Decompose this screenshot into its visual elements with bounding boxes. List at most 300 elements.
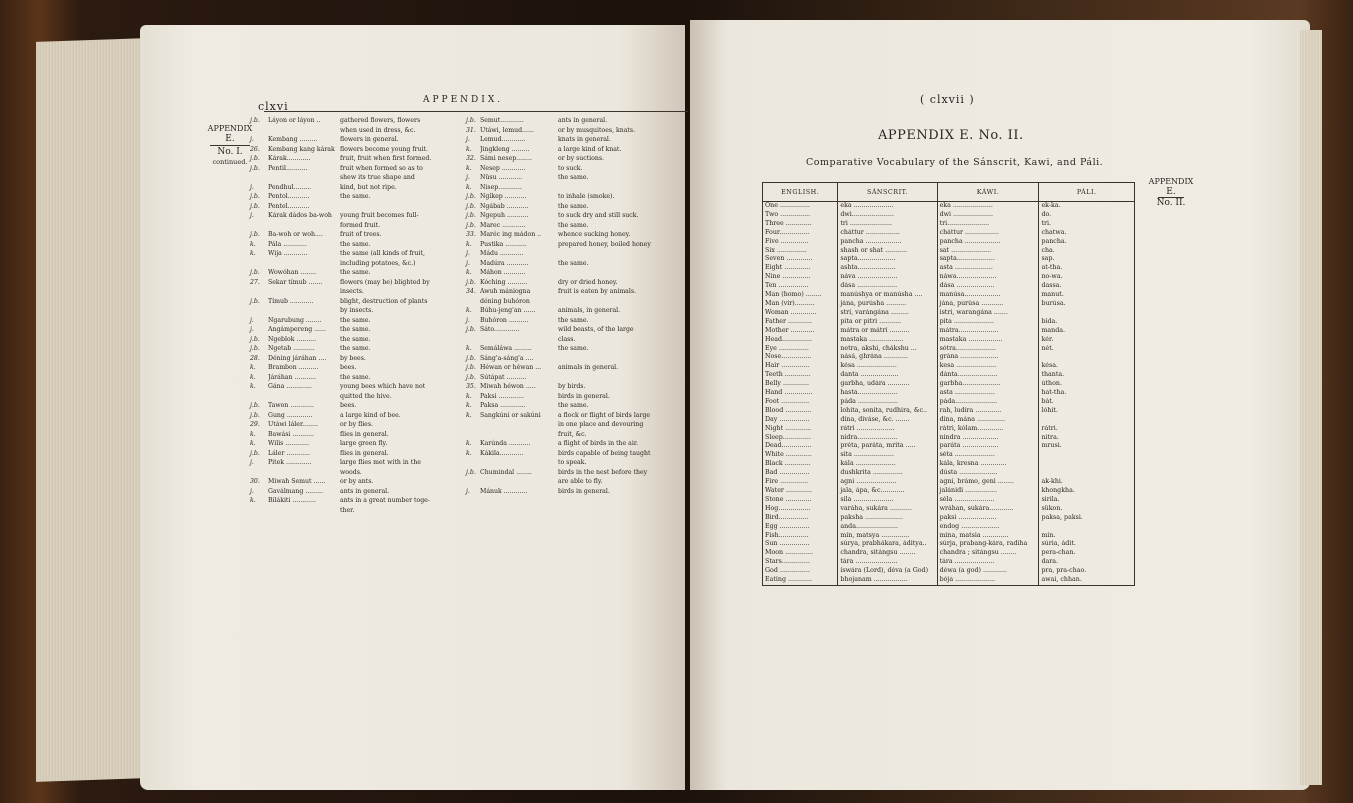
entry-tag: k. — [250, 373, 256, 381]
entry-tag: j.b. — [466, 373, 476, 381]
entry-row — [466, 468, 676, 477]
cell-pali: pancha. — [1039, 238, 1135, 247]
entry-term: Maréc ing mádon .. — [480, 231, 542, 238]
cell-sanscrit: jala, ápa, &c............ — [838, 487, 937, 496]
cell-kawi: súrja, prabang-kára, radiha — [937, 540, 1039, 549]
entry-term: Kóching .......... — [480, 278, 528, 286]
entry-tag: j. — [250, 212, 254, 219]
entry-tag: j.b. — [250, 164, 260, 172]
entry-row — [250, 278, 456, 287]
entry-tag: k. — [250, 497, 256, 504]
entry-row — [466, 335, 676, 344]
entry-term: Nüsu ............ — [480, 174, 523, 181]
entry-row — [466, 221, 676, 230]
cell-kawi: sótra.................... — [937, 345, 1039, 354]
cell-pali: lóhit. — [1039, 407, 1135, 416]
entry-gloss: a large kind of bee. — [340, 411, 401, 419]
entry-row — [466, 344, 676, 353]
entry-term: Járáhan ........... — [268, 373, 317, 381]
entry-tag: j.b. — [466, 212, 476, 219]
entry-row — [466, 116, 676, 125]
right-page-number: ( clxvii ) — [920, 93, 975, 106]
cell-pali: awai, chhan. — [1039, 576, 1135, 585]
cell-english: Head............... — [763, 336, 838, 345]
entry-row — [250, 458, 456, 467]
cell-sanscrit: ashta................... — [838, 264, 937, 273]
entry-row — [466, 316, 676, 325]
entry-tag: j.b. — [250, 297, 260, 305]
cell-sanscrit: mín, matsya .............. — [838, 532, 937, 541]
entry-gloss: in one place and devouring — [558, 421, 644, 428]
cell-kawi: paráta .................. — [937, 442, 1039, 451]
entry-tag: j.b. — [466, 117, 476, 124]
table-row — [763, 255, 1135, 264]
entry-gloss: fruit, &c. — [558, 430, 587, 438]
cell-sanscrit: danta ................... — [838, 371, 937, 380]
entry-term: Wija ............ — [268, 250, 308, 257]
cell-pali: dassa. — [1039, 282, 1135, 291]
entry-row — [250, 401, 456, 410]
entry-gloss: the same. — [558, 259, 589, 267]
entry-tag: j.b. — [250, 155, 260, 162]
entry-tag: j. — [250, 136, 254, 143]
cell-sanscrit: préta, paráta, mrita ..... — [838, 442, 937, 451]
cell-english: Seven ............. — [763, 255, 838, 264]
cell-sanscrit: shash or shat ........... — [838, 247, 937, 256]
entry-term: Kárak............ — [268, 155, 311, 162]
cell-english: Night ............. — [763, 425, 838, 434]
entry-tag: k. — [466, 449, 472, 457]
entry-row — [250, 221, 456, 230]
cell-english: Hair .............. — [763, 362, 838, 371]
cell-sanscrit: páda .................... — [838, 398, 937, 407]
cell-kawi: kála, kresna ............. — [937, 460, 1039, 469]
cell-english: Fire .............. — [763, 478, 838, 487]
entry-term: Lemud............ — [480, 136, 526, 143]
entry-gloss: the same. — [558, 316, 589, 324]
entry-row — [250, 487, 456, 496]
table-row — [763, 238, 1135, 247]
cell-pali: thanta. — [1039, 371, 1135, 380]
entry-tag: k. — [466, 164, 472, 172]
margin-appendix: APPENDIX — [207, 124, 253, 133]
cell-sanscrit: dása .................... — [838, 282, 937, 291]
entry-row — [466, 135, 676, 144]
entry-gloss: animals in general. — [558, 364, 619, 371]
table-row — [763, 540, 1135, 549]
cell-english: Bad ............... — [763, 469, 838, 478]
entry-row — [250, 449, 456, 458]
table-row — [763, 282, 1135, 291]
entry-tag: j.b. — [466, 364, 476, 371]
cell-kawi: mátra.................... — [937, 327, 1039, 336]
cell-kawi: pita .................... — [937, 318, 1039, 327]
entry-row — [466, 183, 676, 192]
cell-pali: úthon. — [1039, 380, 1135, 389]
cell-sanscrit: tára ..................... — [838, 558, 937, 567]
cell-kawi: tára .................... — [937, 558, 1039, 567]
entry-gloss: a flight of birds in the air. — [558, 440, 639, 447]
margin-letter: E. — [225, 134, 235, 144]
entry-term: Déning járáhan .... — [268, 354, 327, 362]
table-row — [763, 362, 1135, 371]
entry-row — [250, 173, 456, 182]
entry-row — [466, 401, 676, 410]
entry-term: Sangkúni or sakúni — [480, 411, 541, 419]
entry-term: Jingkleng ......... — [480, 145, 530, 153]
entry-row — [466, 259, 676, 268]
table-body — [763, 202, 1135, 586]
table-row — [763, 514, 1135, 523]
entry-gloss: large flies met with in the — [340, 459, 421, 466]
entry-row — [250, 411, 456, 420]
entry-term: Tímub ............ — [268, 297, 314, 305]
cell-sanscrit: sapta................... — [838, 255, 937, 264]
entry-row — [466, 420, 676, 429]
entry-row — [250, 382, 456, 391]
entry-tag: 35. — [466, 383, 476, 390]
cell-pali: pera-chan. — [1039, 549, 1135, 558]
entry-term: Angámpereng ...... — [268, 326, 326, 333]
entry-row — [250, 192, 456, 201]
cell-english: Dead............... — [763, 442, 838, 451]
cell-pali: sükon. — [1039, 505, 1135, 514]
entry-row — [466, 306, 676, 315]
entry-row — [466, 154, 676, 163]
entry-row — [466, 373, 676, 382]
cell-kawi: dása ................... — [937, 282, 1039, 291]
cell-kawi: jalánidi ................ — [937, 487, 1039, 496]
entry-row — [466, 392, 676, 401]
entry-gloss: large green fly. — [340, 440, 388, 447]
entry-row — [466, 173, 676, 182]
entry-gloss: the same. — [558, 174, 589, 181]
left-page-number: clxvi — [258, 100, 289, 113]
cell-english: Sleep.............. — [763, 434, 838, 443]
entry-term: Nisep............ — [480, 183, 522, 191]
entry-term: Brambon .......... — [268, 364, 319, 371]
table-row — [763, 389, 1135, 398]
entry-gloss: the same. — [558, 345, 589, 352]
entry-tag: j.b. — [250, 411, 260, 419]
entry-term: Pentil........... — [268, 164, 308, 172]
table-row — [763, 380, 1135, 389]
cell-english: Bird............... — [763, 514, 838, 523]
entry-tag: j. — [250, 487, 254, 495]
entry-tag: k. — [466, 345, 472, 352]
header-kawi: KÁWI. — [937, 183, 1039, 202]
cell-kawi: paksi ................... — [937, 514, 1039, 523]
cell-kawi: dústa ................... — [937, 469, 1039, 478]
entry-row — [466, 287, 676, 296]
entry-term: Ngeblok .......... — [268, 335, 317, 343]
entry-tag: j.b. — [250, 402, 260, 409]
entry-term: Pála ............ — [268, 240, 307, 248]
entry-row — [250, 468, 456, 477]
entry-term: Paksa ............. — [480, 402, 526, 409]
cell-english: Sun ............... — [763, 540, 838, 549]
entry-tag: 31. — [466, 126, 476, 134]
cell-pali: paksa, paksi. — [1039, 514, 1135, 523]
entry-term: Pitek ............. — [268, 459, 312, 466]
entry-gloss: flowers in general. — [340, 136, 399, 143]
entry-term: Sámi nesep........ — [480, 155, 532, 162]
cell-sanscrit: súrya, prabhákara, áditya.. — [838, 540, 937, 549]
entry-tag: 26. — [250, 145, 260, 153]
table-row — [763, 425, 1135, 434]
cell-english: Three ............. — [763, 220, 838, 229]
cell-kawi: asta .................... — [937, 389, 1039, 398]
entry-term: Pentel........... — [268, 202, 310, 210]
entry-term: Wilis ............ — [268, 440, 309, 447]
entry-row — [250, 116, 456, 125]
entry-row — [466, 325, 676, 334]
entry-gloss: the same. — [340, 193, 371, 200]
cell-sanscrit: pancha .................. — [838, 238, 937, 247]
table-row — [763, 523, 1135, 532]
entry-gloss: young fruit becomes full- — [340, 212, 419, 219]
header-sanscrit: SÁNSCRIT. — [838, 183, 937, 202]
entry-row — [250, 268, 456, 277]
entry-row — [250, 135, 456, 144]
entry-term: Mádu ............ — [480, 250, 524, 257]
cell-english: Six ............... — [763, 247, 838, 256]
cell-kawi: endog ................... — [937, 523, 1039, 532]
cell-pali — [1039, 523, 1135, 532]
entry-gloss: ther. — [340, 506, 355, 514]
cell-pali: mrusi. — [1039, 442, 1135, 451]
entry-tag: j. — [466, 174, 470, 181]
cell-pali: kér. — [1039, 336, 1135, 345]
table-row — [763, 549, 1135, 558]
margin-number: No. I. — [210, 145, 250, 157]
entry-row — [250, 306, 456, 315]
entry-gloss: kind, but not ripe. — [340, 183, 397, 191]
entry-row — [466, 477, 676, 486]
entry-term: Paksi ............. — [480, 392, 525, 400]
entry-gloss: birds in general. — [558, 392, 610, 400]
cell-kawi: wráhan, sukára............ — [937, 505, 1039, 514]
entry-gloss: animals, in general. — [558, 307, 621, 314]
cell-sanscrit: nidra.................... — [838, 434, 937, 443]
cell-sanscrit: garbha, udára ........... — [838, 380, 937, 389]
entry-term: Nesep ............ — [480, 164, 526, 172]
entry-gloss: fruit when formed so as to — [340, 164, 423, 172]
cell-kawi: cháttur ................. — [937, 229, 1039, 238]
cell-english: Woman ............. — [763, 309, 838, 318]
cell-english: Belly ............. — [763, 380, 838, 389]
entry-gloss: to suck. — [558, 164, 583, 172]
entry-term: Marec ............ — [480, 221, 526, 229]
entry-tag: j.b. — [250, 202, 260, 210]
entry-gloss: birds capable of being taught — [558, 449, 651, 457]
cell-kawi: páda..................... — [937, 398, 1039, 407]
entry-row — [250, 249, 456, 258]
entry-gloss: the same. — [340, 326, 371, 333]
table-header-row — [763, 183, 1135, 202]
entry-gloss: or by musquitoes, knats. — [558, 126, 636, 134]
entry-tag: k. — [466, 307, 472, 314]
cell-kawi: séla .................... — [937, 496, 1039, 505]
cell-english: Ten ............... — [763, 282, 838, 291]
cell-english: Two ............... — [763, 211, 838, 220]
entry-gloss: the same. — [558, 221, 589, 229]
entry-tag: j.b. — [250, 345, 260, 352]
cell-english: Four............... — [763, 229, 838, 238]
entry-tag: k. — [250, 250, 256, 257]
entry-row — [466, 363, 676, 372]
header-pali: PÁLI. — [1039, 183, 1135, 202]
cell-kawi: pancha .................. — [937, 238, 1039, 247]
entry-row — [466, 126, 676, 135]
entry-row — [250, 373, 456, 382]
cell-kawi: mína, matsia ............. — [937, 532, 1039, 541]
cell-pali — [1039, 469, 1135, 478]
entry-gloss: flies in general. — [340, 430, 389, 438]
cell-sanscrit: chandra, sitángsu ........ — [838, 549, 937, 558]
entry-tag: j.b. — [250, 117, 260, 124]
cell-pali: rátri. — [1039, 425, 1135, 434]
cell-pali: tri. — [1039, 220, 1135, 229]
cell-kawi: manúsa.................. — [937, 291, 1039, 300]
cell-english: Black ............. — [763, 460, 838, 469]
entry-term: Pustika ........... — [480, 240, 527, 248]
entry-term: Máhon ........... — [480, 269, 526, 276]
entry-row — [466, 268, 676, 277]
table-row — [763, 264, 1135, 273]
entry-tag: k. — [466, 240, 472, 248]
entry-row — [250, 335, 456, 344]
cell-sanscrit: cháttur ................. — [838, 229, 937, 238]
entry-row — [250, 325, 456, 334]
table-row — [763, 318, 1135, 327]
cell-english: Nose............... — [763, 353, 838, 362]
cell-kawi: nindra .................. — [937, 434, 1039, 443]
cell-english: Man (homo) ........ — [763, 291, 838, 300]
vocabulary-table — [762, 182, 1135, 586]
entry-tag: j.b. — [250, 193, 260, 200]
entry-gloss: wild beasts, of the large — [558, 326, 634, 333]
right-page-edges — [1300, 30, 1322, 785]
entry-tag: j.b. — [250, 335, 260, 343]
entry-gloss: flowers (may be) blighted by — [340, 278, 430, 286]
entry-row — [466, 249, 676, 258]
entry-gloss: fruit is eaten by animals. — [558, 288, 636, 295]
cell-sanscrit: manúshya or manúsha .... — [838, 291, 937, 300]
table-row — [763, 532, 1135, 541]
entry-gloss: when used in dress, &c. — [340, 126, 416, 134]
cell-english: Hog................ — [763, 505, 838, 514]
entry-tag: j. — [466, 250, 470, 257]
entry-row — [466, 458, 676, 467]
cell-english: Teeth ............. — [763, 371, 838, 380]
cell-pali: hat-tha. — [1039, 389, 1135, 398]
entry-gloss: insects. — [340, 288, 364, 295]
cell-sanscrit: sila .................... — [838, 496, 937, 505]
cell-english: Eye ............... — [763, 345, 838, 354]
entry-gloss: including potatoes, &c.) — [340, 259, 416, 267]
table-row — [763, 291, 1135, 300]
entry-tag: 30. — [250, 478, 260, 485]
cell-english: Day ............... — [763, 416, 838, 425]
table-row — [763, 487, 1135, 496]
table-row — [763, 567, 1135, 576]
entry-row — [250, 344, 456, 353]
cell-sanscrit: sita .................... — [838, 451, 937, 460]
cell-kawi: rah, ludira ............. — [937, 407, 1039, 416]
entry-term: Ngarubung ........ — [268, 316, 322, 324]
table-row — [763, 442, 1135, 451]
entry-gloss: quitted the hive. — [340, 392, 392, 400]
left-head-rule — [264, 111, 688, 112]
entry-tag: k. — [466, 402, 472, 409]
entry-gloss: the same. — [558, 402, 589, 409]
entry-gloss: gathered flowers, flowers — [340, 117, 421, 124]
entry-gloss: a flock or flight of birds large — [558, 411, 651, 419]
cell-kawi: bója .................... — [937, 576, 1039, 585]
right-margin-number: No. II. — [1156, 198, 1186, 208]
table-row — [763, 371, 1135, 380]
entry-gloss: to inhale (smoke). — [558, 193, 615, 200]
cell-english: One ............... — [763, 202, 838, 211]
cell-pali: pra, pra-chao. — [1039, 567, 1135, 576]
entry-row — [466, 278, 676, 287]
entry-tag: j. — [250, 459, 254, 466]
table-row — [763, 451, 1135, 460]
entry-tag: j. — [466, 259, 470, 267]
entry-gloss: birds in the nest before they — [558, 468, 648, 476]
entry-tag: k. — [466, 145, 472, 153]
left-page-edges — [36, 38, 146, 782]
entry-tag: 32. — [466, 155, 476, 162]
cell-sanscrit: netra, akshi, chákshu ... — [838, 345, 937, 354]
entry-gloss: by birds. — [558, 383, 586, 390]
cell-kawi: sapta................... — [937, 255, 1039, 264]
entry-row — [466, 430, 676, 439]
entry-row — [250, 126, 456, 135]
cell-english: Stars.............. — [763, 558, 838, 567]
table-row — [763, 211, 1135, 220]
entry-tag: k. — [466, 269, 472, 276]
entry-gloss: are able to fly. — [558, 478, 603, 485]
entry-term: Madúra ........... — [480, 259, 529, 267]
entry-gloss: ants in general. — [340, 487, 390, 495]
cell-pali: no-wa. — [1039, 273, 1135, 282]
entry-gloss: to suck dry and still suck. — [558, 212, 639, 219]
entry-gloss: or by ants. — [340, 478, 374, 485]
entry-row — [250, 230, 456, 239]
entry-gloss: flowers become young fruit. — [340, 145, 429, 153]
entry-term: Bawási ........... — [268, 430, 314, 438]
cell-kawi: mastaka ................. — [937, 336, 1039, 345]
table-row — [763, 229, 1135, 238]
entry-gloss: prepared honey, boiled honey — [558, 240, 651, 248]
entry-gloss: fruit, fruit when first formed. — [340, 155, 432, 162]
entry-row — [250, 287, 456, 296]
cell-kawi: asta ................... — [937, 264, 1039, 273]
table-row — [763, 434, 1135, 443]
entry-gloss: ants in a great number toge- — [340, 497, 430, 504]
entry-term: Chumindal ........ — [480, 468, 532, 476]
entry-row — [466, 382, 676, 391]
table-row — [763, 353, 1135, 362]
entry-gloss: bees. — [340, 364, 357, 371]
cell-english: White ............. — [763, 451, 838, 460]
entry-term: Karúnda ........... — [480, 440, 531, 447]
cell-pali: min. — [1039, 532, 1135, 541]
cell-english: Five .............. — [763, 238, 838, 247]
entry-gloss: the same. — [340, 335, 371, 343]
